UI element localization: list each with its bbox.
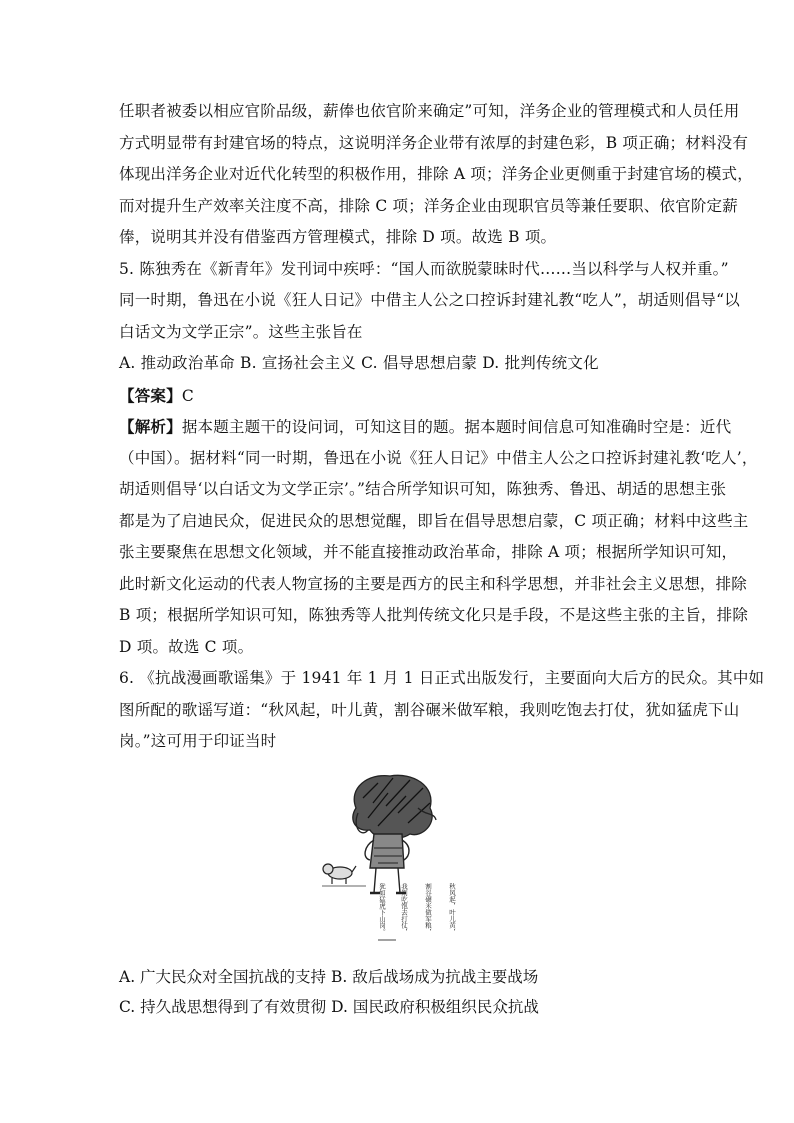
text-line: 而对提升生产效率关注度不高，排除 C 项；洋务企业由现职官员等兼任要职、依官阶定薪 <box>119 196 738 215</box>
options-line: C. 持久战思想得到了有效贯彻 D. 国民政府积极组织民众抗战 <box>119 998 539 1016</box>
analysis-line: 胡适则倡导‘以白话文为文学正宗’。”结合所学知识可知，陈独秀、鲁迅、胡适的思想主张 <box>119 480 727 498</box>
question-5 <box>119 254 758 664</box>
analysis-label: 【解析】 <box>119 417 182 436</box>
answer-value: C <box>181 386 194 405</box>
caption-column: 犹如猛虎下山岗。 <box>378 883 386 935</box>
text-line: 方式明显带有封建官场的特点，这说明洋务企业带有浓厚的封建色彩，B 项正确；材料没有 <box>119 133 749 152</box>
analysis-line: 都是为了启迪民众，促进民众的思想觉醒，即旨在倡导思想启蒙，C 项正确；材料中这些主 <box>119 511 749 530</box>
caption-column: 秋风起，叶儿黄， <box>448 883 456 935</box>
question-6 <box>119 663 765 758</box>
question-6-options <box>119 962 679 1022</box>
answer-line <box>119 380 679 412</box>
text-line: 任职者被委以相应官阶品级，薪俸也依官阶来确定”可知，洋务企业的管理模式和人员任用 <box>119 102 740 120</box>
analysis-line: B 项；根据所学知识可知，陈独秀等人批判传统文化只是手段，不是这些主张的主旨，排除 <box>119 606 749 624</box>
analysis-line <box>119 411 732 443</box>
question-stem-line: 5. 陈独秀在《新青年》发刊词中疾呼：“国人而欲脱蒙昧时代……当以科学与人权并重。” <box>119 259 729 278</box>
analysis-line: 此时新文化运动的代表人物宣扬的主要是西方的民主和科学思想，并非社会主义思想，排除 <box>119 574 748 593</box>
question-stem-line: 同一时期，鲁迅在小说《狂人日记》中借主人公之口控诉封建礼教“吃人”，胡适则倡导“以 <box>119 291 740 309</box>
caption-column: 我则吃饱去打仗， <box>400 883 408 935</box>
analysis-line: （中国）。据材料“同一时期，鲁迅在小说《狂人日记》中借主人公之口控诉封建礼教‘吃人’， <box>119 448 758 467</box>
text-line: 体现出洋务企业对近代化转型的积极作用，排除 A 项；洋务企业更侧重于封建官场的模式， <box>119 165 753 183</box>
analysis-text: 据本题主题干的设问词，可知这目的题。据本题时间信息可知准确时空是：近代 <box>181 418 732 436</box>
question-stem-line: 图所配的歌谣写道：“秋风起，叶儿黄，割谷碾米做军粮，我则吃饱去打仗，犹如猛虎下山 <box>119 700 740 719</box>
cartoon-caption <box>370 883 470 938</box>
question-stem-line: 白话文为文学正宗”。这些主张旨在 <box>119 322 363 341</box>
question-options: A. 推动政治革命 B. 宣扬社会主义 C. 倡导思想启蒙 D. 批判传统文化 <box>119 354 599 372</box>
analysis-line: D 项。故选 C 项。 <box>119 637 254 656</box>
answer-label: 【答案】 <box>119 385 182 405</box>
previous-analysis-paragraph <box>119 96 765 758</box>
text-line: 俸，说明其并没有借鉴西方管理模式，排除 D 项。故选 B 项。 <box>119 228 557 246</box>
question-stem-line: 岗。”这可用于印证当时 <box>119 732 277 750</box>
analysis-line: 张主要聚焦在思想文化领域，并不能直接推动政治革命，排除 A 项；根据所学知识可知， <box>119 543 738 561</box>
caption-column: 割谷碾米做军粮， <box>424 883 432 935</box>
cartoon-illustration <box>318 768 468 943</box>
options-line: A. 广大民众对全国抗战的支持 B. 敌后战场成为抗战主要战场 <box>119 968 539 986</box>
question-stem-line: 6. 《抗战漫画歌谣集》于 1941 年 1 月 1 日正式出版发行，主要面向大后方的民众。其中如 <box>119 669 765 687</box>
